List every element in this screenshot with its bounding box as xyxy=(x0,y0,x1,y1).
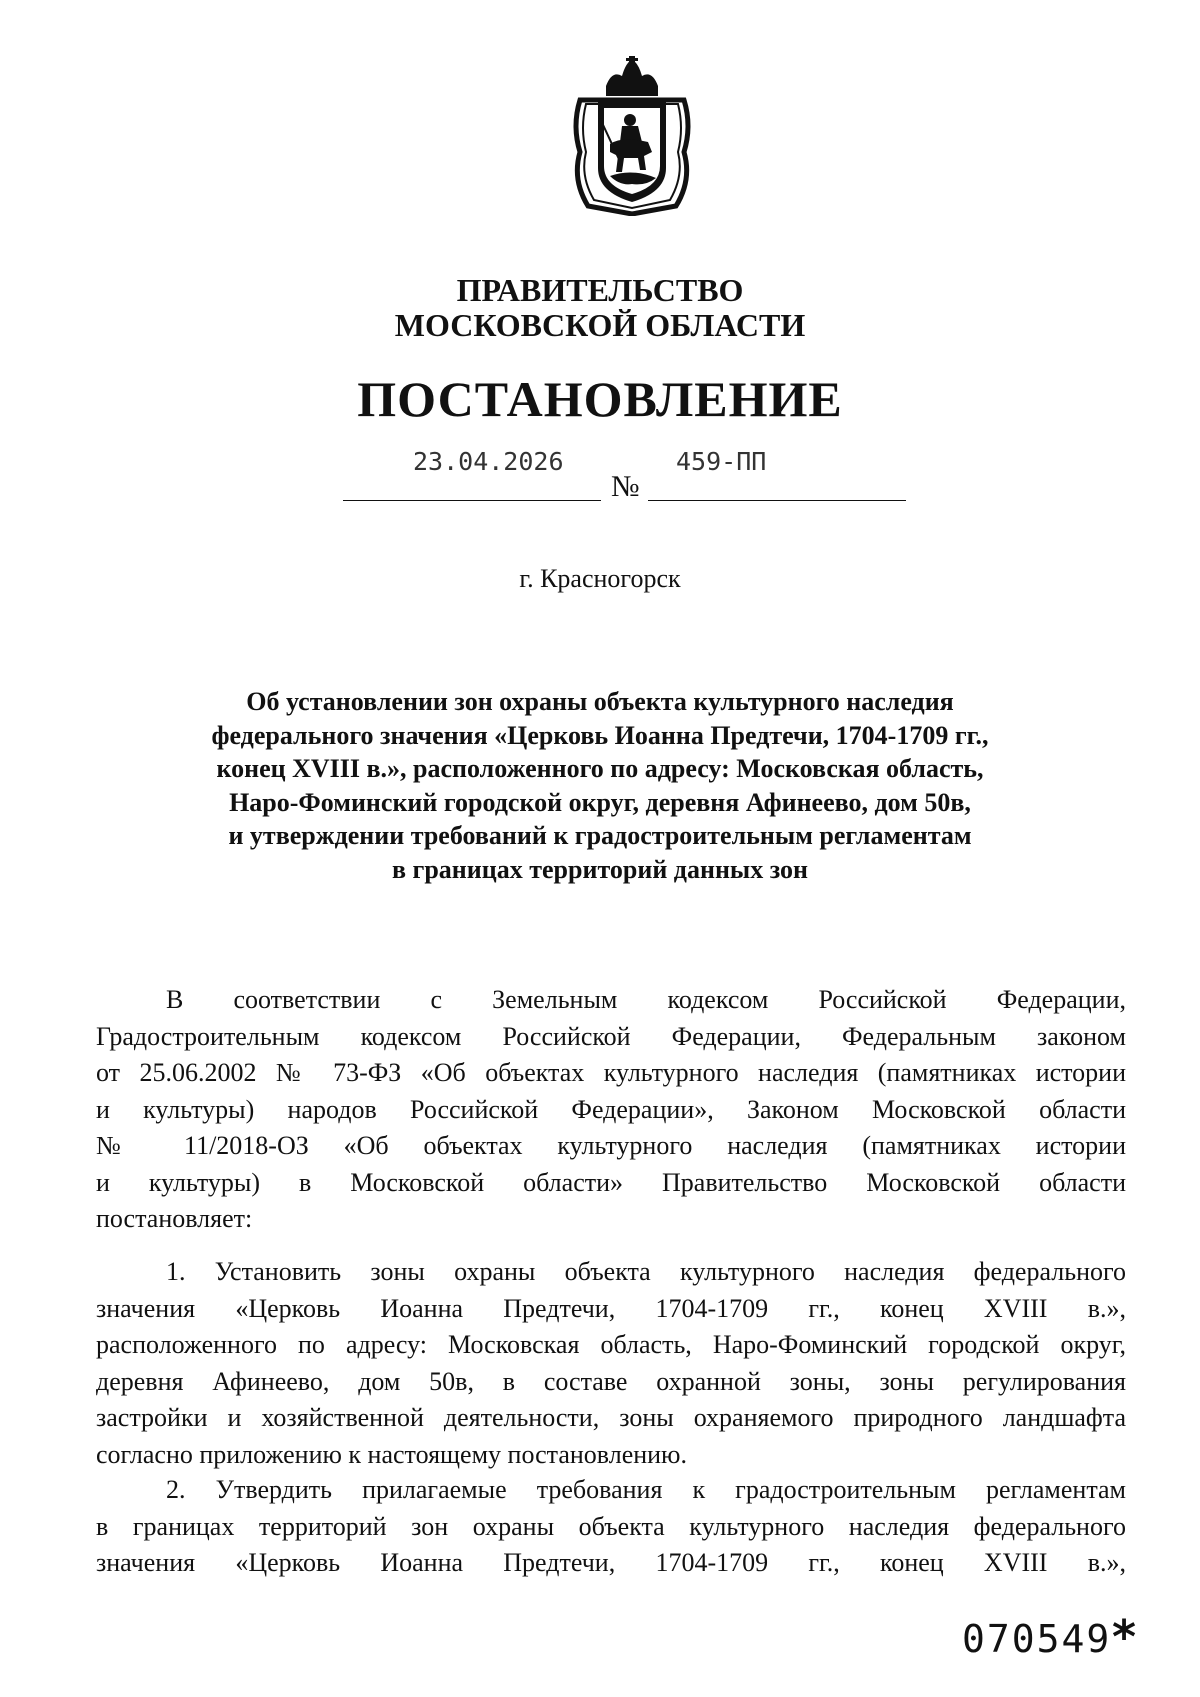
text-line: от 25.06.2002 № 73-ФЗ «Об объектах культурного наследия (памятниках истории xyxy=(96,1058,1126,1087)
date-underline xyxy=(343,500,601,501)
title-line: федерального значения «Церковь Иоанна Предтечи, 1704-1709 гг., xyxy=(211,720,989,750)
registration-date: 23.04.2026 xyxy=(413,447,564,476)
title-line: конец XVIII в.», расположенного по адресу: Московская область, xyxy=(216,754,984,783)
asterisk-mark: * xyxy=(1112,1610,1137,1664)
text-line: постановляет: xyxy=(96,1204,253,1233)
text-line: 1. Установить зоны охраны объекта культурного наследия федерального xyxy=(166,1257,1126,1286)
preamble-paragraph xyxy=(96,982,1126,1238)
title-line: Об установлении зон охраны объекта культурного наследия xyxy=(246,687,954,716)
title-line: и утверждении требований к градостроительным регламентам xyxy=(228,821,972,850)
text-line: деревня Афинеево, дом 50в, в составе охранной зоны, зоны регулирования xyxy=(96,1366,1126,1396)
text-line: застройки и хозяйственной деятельности, зоны охраняемого природного ландшафта xyxy=(96,1403,1126,1432)
text-line: значения «Церковь Иоанна Предтечи, 1704-1709 гг., конец XVIII в.», xyxy=(96,1293,1126,1323)
title-line: в границах территорий данных зон xyxy=(392,854,808,884)
registration-number: 459-ПП xyxy=(676,447,767,476)
number-sign: № xyxy=(611,470,640,503)
clause-1-paragraph xyxy=(96,1254,1126,1473)
text-line: № 11/2018-ОЗ «Об объектах культурного наследия (памятниках истории xyxy=(96,1131,1126,1160)
document-serial-number: 070549 xyxy=(962,1617,1112,1661)
document-type-heading: ПОСТАНОВЛЕНИЕ xyxy=(357,371,843,427)
city-label: г. Красногорск xyxy=(519,564,681,593)
text-line: и культуры) в Московской области» Правительство Московской области xyxy=(96,1167,1126,1197)
text-line: согласно приложению к настоящему постановлению. xyxy=(96,1439,687,1469)
number-underline xyxy=(648,500,906,501)
government-name-line1: ПРАВИТЕЛЬСТВО xyxy=(456,272,744,308)
clause-2-paragraph xyxy=(96,1472,1126,1582)
text-line: 2. Утвердить прилагаемые требования к градостроительным регламентам xyxy=(166,1475,1126,1504)
text-line: Градостроительным кодексом Российской Федерации, Федеральным законом xyxy=(96,1021,1126,1051)
coat-of-arms-icon xyxy=(566,56,698,216)
text-line: в границах территорий зон охраны объекта культурного наследия федерального xyxy=(96,1511,1126,1541)
text-line: расположенного по адресу: Московская область, Наро-Фоминский городской округ, xyxy=(96,1330,1126,1359)
text-line: значения «Церковь Иоанна Предтечи, 1704-1709 гг., конец XVIII в.», xyxy=(96,1548,1126,1577)
text-line: и культуры) народов Российской Федерации», Законом Московской области xyxy=(96,1094,1126,1124)
text-line: В соответствии с Земельным кодексом Российской Федерации, xyxy=(166,985,1126,1014)
title-line: Наро-Фоминский городской округ, деревня Афинеево, дом 50в, xyxy=(229,787,971,817)
government-name-line2: МОСКОВСКОЙ ОБЛАСТИ xyxy=(394,307,806,343)
document-title xyxy=(150,685,1050,886)
